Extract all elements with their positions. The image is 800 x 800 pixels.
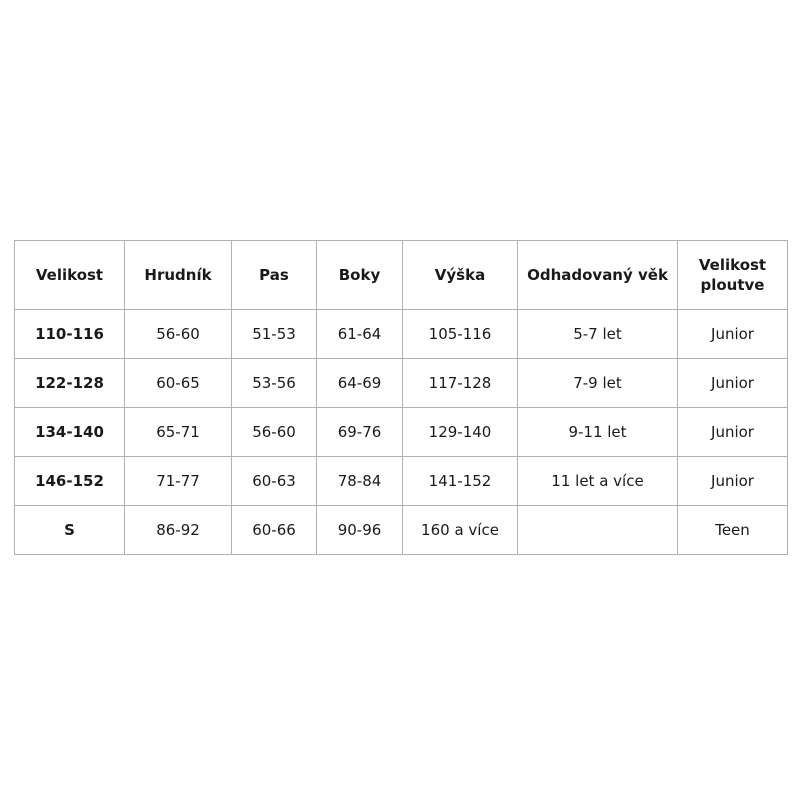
table-cell: 122-128 bbox=[15, 359, 125, 408]
table-cell: Junior bbox=[678, 408, 788, 457]
size-chart-table bbox=[14, 240, 788, 555]
table-row bbox=[15, 359, 788, 408]
header-cell-vyska: Výška bbox=[403, 241, 518, 310]
table-cell: 141-152 bbox=[403, 457, 518, 506]
table-cell: 86-92 bbox=[125, 506, 232, 555]
table-cell bbox=[518, 506, 678, 555]
table-cell: 90-96 bbox=[317, 506, 403, 555]
table-cell: 7-9 let bbox=[518, 359, 678, 408]
size-chart-body bbox=[15, 310, 788, 555]
size-chart-header bbox=[15, 241, 788, 310]
table-cell: 78-84 bbox=[317, 457, 403, 506]
table-cell: 71-77 bbox=[125, 457, 232, 506]
header-cell-hrudnik: Hrudník bbox=[125, 241, 232, 310]
table-row bbox=[15, 457, 788, 506]
table-cell: 60-65 bbox=[125, 359, 232, 408]
header-cell-pas: Pas bbox=[232, 241, 317, 310]
table-cell: 11 let a více bbox=[518, 457, 678, 506]
table-cell: 60-66 bbox=[232, 506, 317, 555]
table-cell: 146-152 bbox=[15, 457, 125, 506]
table-cell: S bbox=[15, 506, 125, 555]
table-cell: Junior bbox=[678, 310, 788, 359]
table-cell: Junior bbox=[678, 359, 788, 408]
table-cell: 69-76 bbox=[317, 408, 403, 457]
table-row bbox=[15, 506, 788, 555]
table-cell: 134-140 bbox=[15, 408, 125, 457]
header-cell-velikost: Velikost bbox=[15, 241, 125, 310]
table-cell: 51-53 bbox=[232, 310, 317, 359]
table-cell: 56-60 bbox=[125, 310, 232, 359]
table-cell: 61-64 bbox=[317, 310, 403, 359]
table-cell: Junior bbox=[678, 457, 788, 506]
table-cell: 56-60 bbox=[232, 408, 317, 457]
table-cell: 117-128 bbox=[403, 359, 518, 408]
header-cell-velikost-ploutve: Velikost ploutve bbox=[678, 241, 788, 310]
table-cell: 105-116 bbox=[403, 310, 518, 359]
table-cell: 110-116 bbox=[15, 310, 125, 359]
table-cell: 53-56 bbox=[232, 359, 317, 408]
table-cell: Teen bbox=[678, 506, 788, 555]
table-row bbox=[15, 408, 788, 457]
table-cell: 9-11 let bbox=[518, 408, 678, 457]
table-cell: 64-69 bbox=[317, 359, 403, 408]
header-row bbox=[15, 241, 788, 310]
table-cell: 160 a více bbox=[403, 506, 518, 555]
table-cell: 60-63 bbox=[232, 457, 317, 506]
table-cell: 129-140 bbox=[403, 408, 518, 457]
header-cell-odhadovany-vek: Odhadovaný věk bbox=[518, 241, 678, 310]
table-cell: 65-71 bbox=[125, 408, 232, 457]
table-row bbox=[15, 310, 788, 359]
table-cell: 5-7 let bbox=[518, 310, 678, 359]
header-cell-boky: Boky bbox=[317, 241, 403, 310]
